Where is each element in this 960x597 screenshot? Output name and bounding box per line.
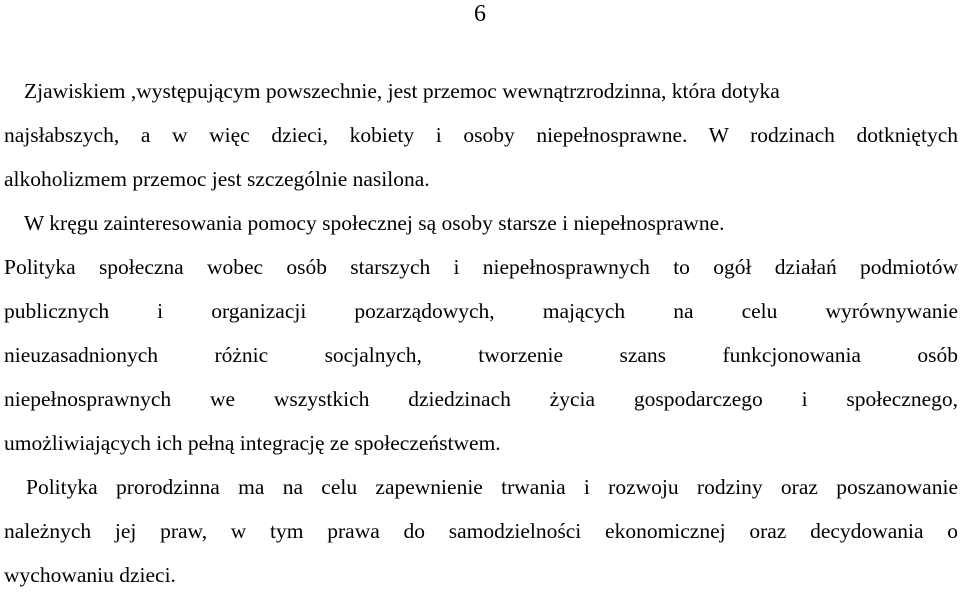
- text-line: nieuzasadnionych różnic socjalnych, tworzenie szans funkcjonowania osób: [4, 343, 958, 367]
- text-line: publicznych i organizacji pozarządowych, mających na celu wyrównywanie: [4, 299, 958, 323]
- text-line: W kręgu zainteresowania pomocy społecznej są osoby starsze i niepełnosprawne.: [24, 211, 725, 235]
- text-line: Polityka społeczna wobec osób starszych i niepełnosprawnych to ogół działań podmiotów: [4, 255, 958, 279]
- text-line: Polityka prorodzinna ma na celu zapewnienie trwania i rozwoju rodziny oraz poszanowanie: [26, 475, 958, 499]
- document-body: [4, 69, 958, 597]
- paragraph-domestic-violence: [4, 69, 958, 201]
- text-line: alkoholizmem przemoc jest szczególnie nasilona.: [4, 167, 430, 191]
- paragraph-social-assistance: [4, 201, 958, 245]
- paragraph-social-policy: [4, 245, 958, 465]
- text-line: należnych jej praw, w tym prawa do samodzielności ekonomicznej oraz decydowania o: [4, 519, 958, 543]
- text-line: umożliwiających ich pełną integrację ze społeczeństwem.: [4, 431, 501, 455]
- text-line: niepełnosprawnych we wszystkich dziedzinach życia gospodarczego i społecznego,: [4, 387, 958, 411]
- text-line: wychowaniu dzieci.: [4, 563, 176, 587]
- text-line: Zjawiskiem ,występującym powszechnie, jest przemoc wewnątrzrodzinna, która dotyka: [24, 79, 780, 103]
- text-line: najsłabszych, a w więc dzieci, kobiety i osoby niepełnosprawne. W rodzinach dotkniętych: [4, 123, 958, 147]
- paragraph-family-policy: [4, 465, 958, 597]
- page-number: 6: [474, 1, 486, 27]
